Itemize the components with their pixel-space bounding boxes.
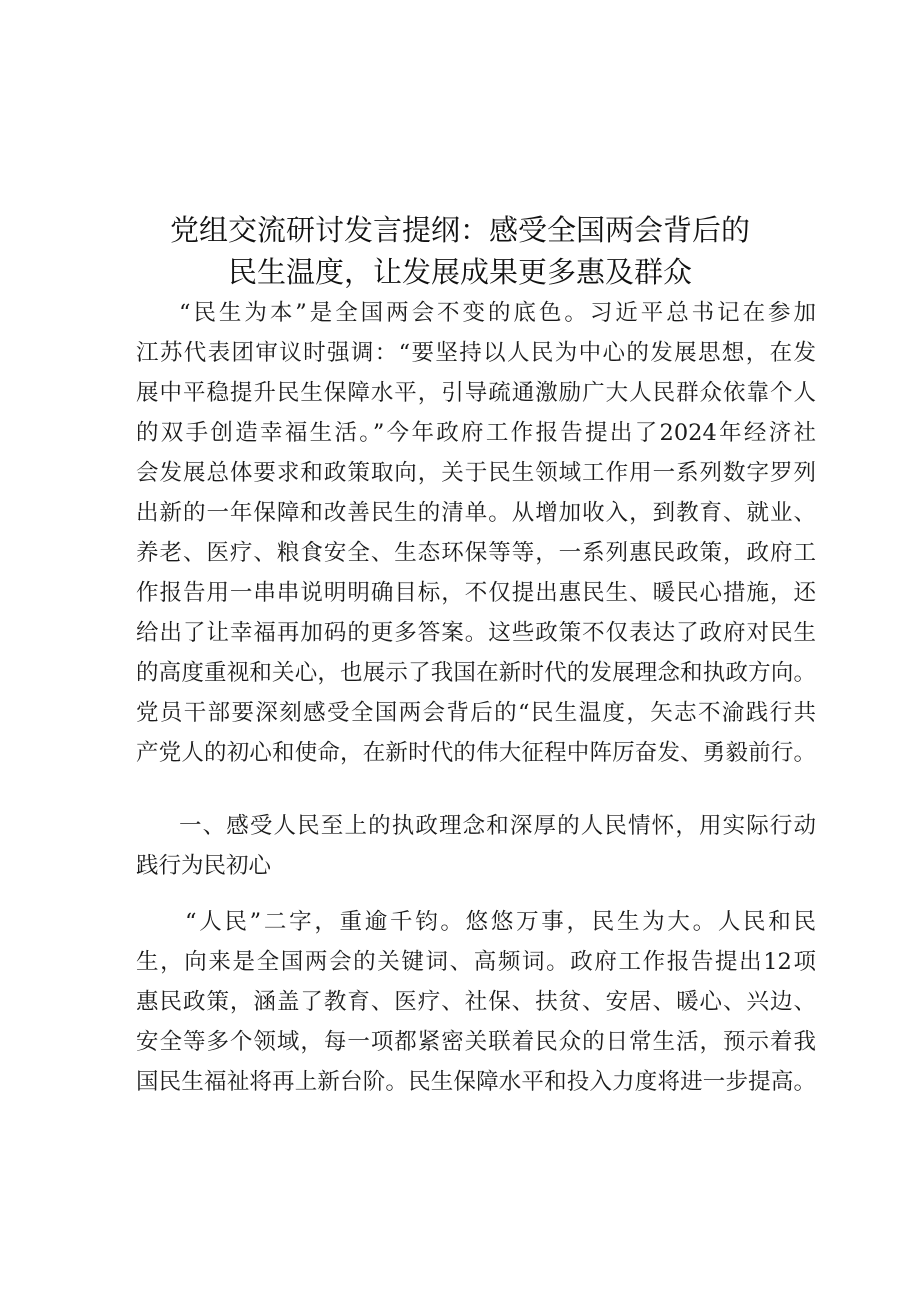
paragraph-1-line: 江苏代表团审议时强调：“要坚持以人民为中心的发展思想，在发 — [136, 340, 816, 366]
paragraph-1-line: 出新的一年保障和改善民生的清单。从增加收入，到教育、就业、 — [136, 500, 816, 526]
paragraph-1-line: 产党人的初心和使命，在新时代的伟大征程中阵厉奋发、勇毅前行。 — [136, 740, 816, 766]
paragraph-1-line: 的双手创造幸福生活。”今年政府工作报告提出了2024年经济社 — [136, 420, 816, 446]
paragraph-1-line: 展中平稳提升民生保障水平，引导疏通激励广大人民群众依靠个人 — [136, 380, 816, 406]
paragraph-1-line: “民生为本”是全国两会不变的底色。习近平总书记在参加 — [179, 300, 816, 326]
paragraph-1-line: 会发展总体要求和政策取向，关于民生领域工作用一系列数字罗列 — [136, 460, 816, 486]
paragraph-2-line: 生，向来是全国两会的关键词、高频词。政府工作报告提出12项 — [136, 949, 816, 975]
paragraph-2-line: 安全等多个领域，每一项都紧密关联着民众的日常生活，预示着我 — [136, 1029, 816, 1055]
paragraph-1-line: 作报告用一串串说明明确目标，不仅提出惠民生、暖民心措施，还 — [136, 580, 816, 606]
section-heading-line: 践行为民初心 — [136, 853, 272, 879]
paragraph-1-line: 给出了让幸福再加码的更多答案。这些政策不仅表达了政府对民生 — [136, 620, 816, 646]
paragraph-1-line: 养老、医疗、粮食安全、生态环保等等，一系列惠民政策，政府工 — [136, 540, 816, 566]
paragraph-2-line: 惠民政策，涵盖了教育、医疗、社保、扶贫、安居、暖心、兴边、 — [136, 989, 816, 1015]
document-title-line-1: 党组交流研讨发言提纲：感受全国两会背后的 — [169, 213, 750, 247]
section-heading-line: 一、感受人民至上的执政理念和深厚的人民情怀，用实际行动 — [179, 813, 816, 839]
paragraph-1-line: 的高度重视和关心，也展示了我国在新时代的发展理念和执政方向。 — [136, 660, 816, 686]
paragraph-2-line: 国民生福祉将再上新台阶。民生保障水平和投入力度将进一步提高。 — [136, 1069, 816, 1095]
document-title-line-2: 民生温度，让发展成果更多惠及群众 — [227, 255, 692, 289]
paragraph-1-line: 党员干部要深刻感受全国两会背后的“民生温度，矢志不渝践行共 — [136, 700, 816, 726]
paragraph-2-line: “人民”二字，重逾千钧。悠悠万事，民生为大。人民和民 — [185, 909, 816, 935]
